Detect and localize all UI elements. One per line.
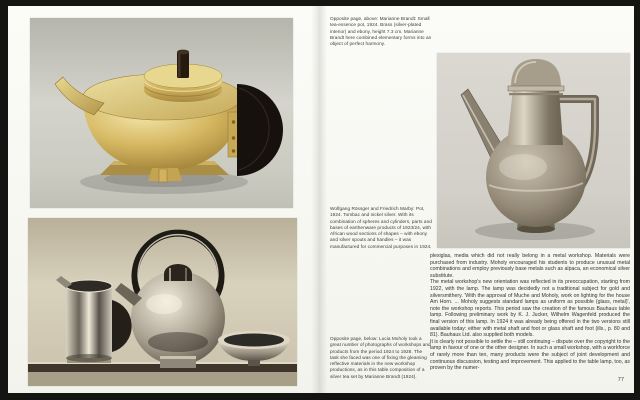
right-page	[320, 6, 634, 393]
caption-opposite-above: Opposite page, above: Marianne Brandt: Small tea-essence pot, 1924. Brass (silver-plated interior) and ebony, height 7.3 cm. Marianne Brandt here combined elementary forms into an object of perfect harmony.	[330, 16, 432, 47]
page-number: 77	[617, 377, 624, 383]
brandt-tea-infuser-illustration	[30, 18, 293, 208]
lucia-moholy-tea-set-photo	[28, 218, 297, 386]
neck-cylinder	[507, 89, 563, 145]
lid-knob	[177, 50, 189, 78]
base-front-peg	[148, 168, 182, 182]
spread-paper	[8, 6, 634, 393]
tea-set-illustration	[28, 218, 297, 386]
body-text-column	[430, 253, 630, 372]
body-paragraph-1: plexiglas, media which did not really belong in a metal workshop. Materials were purchased from industry. Moholy encouraged his students to produce unusual metal combinations and employ previously base metals such as alpaca, an economical silver substitute.	[430, 253, 630, 279]
tombac-pot-illustration	[437, 53, 630, 248]
body-paragraph-2: The metal workshop's new orientation was reflected in its preoccupation, starting from 1922, with the lamp. The lamp was decidedly not a traditional subject for gold and silversmithery. 'With the approval of Muche and Moholy, work on lighting for the house Am Horn. ... Moholy suggests standard lamps as uniform as possible (glass, metal)', note the workshop reports. This period saw the creation of the famous Bauhaus table lamp. Following preliminary work by K. J. Jucker, Wilhelm Wagenfeld produced the final version of this lamp. In 1924 it was already being offered in the two versions still available today: either with metal shaft and foot or glass shaft and foot (ills., p. 80 and 81). Bauhaus Ltd. also supplied both models.	[430, 279, 630, 339]
body-paragraph-3: It is clearly not possible to settle the – still continuing – dispute over the copyright to the lamp in favour of one or the other designer. In such a small workshop, with a workforce of rarely more than ten, many products were the subject of joint development and continuous discussion, testing and improvement. This applied to the table lamp, too, as proven by the numer-	[430, 338, 630, 372]
left-page	[8, 6, 317, 393]
roessger-marby-pot-photo	[437, 53, 630, 248]
brandt-tea-infuser-photo	[30, 18, 293, 208]
caption-opposite-below: Opposite page, below: Lucia Moholy took a great number of photographs of workshops and products from the period 1924 to 1928. The task she faced was one of fixing the gleaming reflective materials in the new workshop productions, as in this table composition of a silver tea set by Marianne Brandt (1924).	[330, 336, 431, 379]
caption-roessger-marby-pot: Wolfgang Rössger and Friedrich Marby: Pot, 1924. Tombac and nickel silver. With its combination of spheres and cylinders, parts and bases of earthenware products of 1923/24, with African wood sections of shapes – with ebony and silver spouts and handles – it was manufactured for commercial purposes in 1924.	[330, 206, 432, 249]
